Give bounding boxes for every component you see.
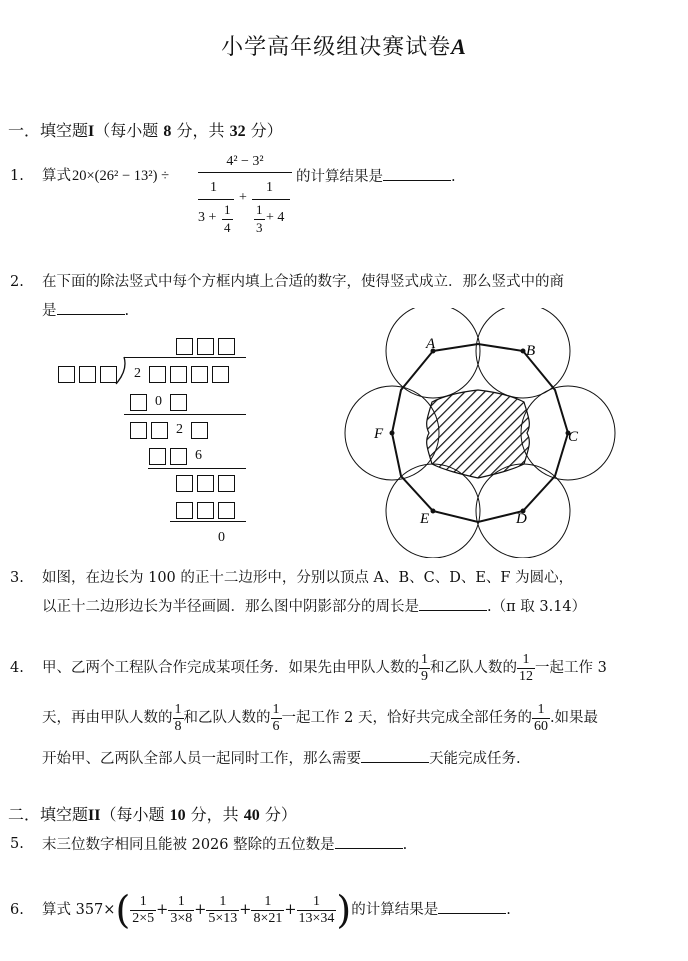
q4-number: 4. bbox=[10, 660, 24, 676]
page-title: 小学高年级组决赛试卷A bbox=[221, 34, 467, 60]
remainder-row: 0 bbox=[218, 530, 225, 545]
digit-box[interactable] bbox=[170, 394, 187, 411]
q6-fraction-3: $\frac{1}{5\times 13}$ bbox=[208, 893, 238, 926]
digit-box[interactable] bbox=[197, 502, 214, 519]
q4-line2: 天，再由甲队人数的 $\frac{1}{8}$ 和乙队人数的 $\frac{1}{6}$ 一起工作 2 天，恰好共完成全部任务的 $\frac{1}{60}$ .如果最 bbox=[42, 701, 599, 734]
digit-box[interactable] bbox=[170, 366, 187, 383]
q3-number: 3. bbox=[10, 570, 24, 586]
title-letter: A bbox=[451, 34, 467, 59]
q4-fraction-3: $\frac{1}{8}$ bbox=[174, 701, 182, 734]
q4-line1: 甲、乙两个工程队合作完成某项任务．如果先由甲队人数的 $\frac{1}{9}$ 和乙队人数的 $\frac{1}{12}$ 一起工作 3 bbox=[42, 651, 607, 684]
q1-expression: 20×(26² − 13²) ÷ bbox=[72, 168, 170, 184]
label-A: A bbox=[426, 336, 436, 352]
q1-answer-blank[interactable] bbox=[383, 166, 451, 181]
digit-box[interactable] bbox=[212, 366, 229, 383]
q4-fraction-1: $\frac{1}{9}$ bbox=[421, 651, 428, 684]
digit-box[interactable] bbox=[218, 338, 235, 355]
q4-fraction-4: $\frac{1}{6}$ bbox=[272, 701, 280, 734]
q5-text: 末三位数字相同且能被 2026 整除的五位数是 . bbox=[42, 834, 407, 855]
digit-box[interactable] bbox=[197, 338, 214, 355]
digit-box[interactable] bbox=[218, 475, 235, 492]
q4-fraction-2: $\frac{1}{12}$ bbox=[519, 651, 533, 684]
q1-main-fraction bbox=[198, 154, 292, 173]
step-row-1: 0 bbox=[130, 392, 191, 412]
q5-answer-blank[interactable] bbox=[335, 834, 403, 849]
quotient-row bbox=[176, 336, 239, 356]
shaded-region bbox=[427, 390, 530, 478]
dodecagon-circles-figure bbox=[340, 308, 616, 558]
digit-box[interactable] bbox=[218, 502, 235, 519]
step-row-4 bbox=[176, 473, 239, 493]
q2-line1: 在下面的除法竖式中每个方框内填上合适的数字，使得竖式成立．那么竖式中的商 bbox=[42, 274, 564, 290]
label-E: E bbox=[420, 511, 430, 527]
section-1-heading: 一．填空题I（每小题 8 分，共 32 分） bbox=[8, 121, 283, 140]
q1-numerator: 4² − 3² bbox=[226, 154, 264, 169]
division-bracket bbox=[114, 356, 128, 386]
label-F: F bbox=[374, 426, 384, 442]
digit-box[interactable] bbox=[58, 366, 75, 383]
q6-answer-blank[interactable] bbox=[438, 899, 506, 914]
dividend-row: 2 bbox=[130, 364, 233, 384]
digit-box[interactable] bbox=[191, 422, 208, 439]
label-B: B bbox=[526, 343, 536, 359]
q1-suffix: 的计算结果是 . bbox=[296, 166, 456, 187]
digit-box[interactable] bbox=[176, 502, 193, 519]
digit-box[interactable] bbox=[149, 366, 166, 383]
digit-box[interactable] bbox=[197, 475, 214, 492]
step-row-3: 6 bbox=[149, 446, 210, 466]
digit-box[interactable] bbox=[176, 338, 193, 355]
q4-line3: 开始甲、乙两队全部人员一起同时工作，那么需要 天能完成任务. bbox=[42, 748, 521, 769]
q6-fraction-1: $\frac{1}{2\times 5}$ bbox=[132, 893, 155, 926]
q6-fraction-5: $\frac{1}{13\times 34}$ bbox=[298, 893, 335, 926]
q2-number: 2. bbox=[10, 274, 24, 290]
q1-prefix: 算式 bbox=[42, 168, 71, 184]
q5-number: 5. bbox=[10, 836, 24, 852]
digit-box[interactable] bbox=[79, 366, 96, 383]
digit-box[interactable] bbox=[149, 448, 166, 465]
q3-line1: 如图，在边长为 100 的正十二边形中，分别以顶点 A、B、C、D、E、F 为圆心， bbox=[42, 570, 574, 586]
q4-fraction-5: $\frac{1}{60}$ bbox=[533, 701, 548, 734]
q3-line2: 以正十二边形边长为半径画圆．那么图中阴影部分的周长是 .（π 取 3.14） bbox=[42, 596, 586, 617]
label-C: C bbox=[568, 429, 579, 445]
digit-box[interactable] bbox=[176, 475, 193, 492]
q3-answer-blank[interactable] bbox=[419, 596, 487, 611]
q2-line2: 是 . bbox=[42, 300, 129, 321]
digit-box[interactable] bbox=[130, 422, 147, 439]
section-2-heading: 二．填空题II（每小题 10 分，共 40 分） bbox=[8, 805, 297, 824]
digit-box[interactable] bbox=[191, 366, 208, 383]
q6-expression: 算式 357×( $\frac{1}{2\times 5}$ + $\frac{1}{3\times 8}$ + $\frac{1}{5\times 13}$ + $\frac{1}{8\times 21}$ + $\frac{1}{13\times 34}$ )的计算结果是 . bbox=[42, 888, 511, 932]
divisor-row bbox=[58, 364, 121, 384]
q6-fraction-2: $\frac{1}{3\times 8}$ bbox=[170, 893, 193, 926]
q2-answer-blank[interactable] bbox=[57, 300, 125, 315]
digit-box[interactable] bbox=[151, 422, 168, 439]
q6-number: 6. bbox=[10, 902, 24, 918]
q4-answer-blank[interactable] bbox=[361, 748, 429, 763]
digit-box[interactable] bbox=[130, 394, 147, 411]
step-row-5 bbox=[176, 500, 239, 520]
q6-fraction-4: $\frac{1}{8\times 21}$ bbox=[253, 893, 283, 926]
digit-box[interactable] bbox=[170, 448, 187, 465]
label-D: D bbox=[516, 511, 527, 527]
q1-denominator: 1 3 + 1 4 + 1 1 3 + 4 bbox=[198, 180, 294, 240]
step-row-2: 2 bbox=[130, 420, 212, 440]
q1-number: 1. bbox=[10, 168, 24, 184]
